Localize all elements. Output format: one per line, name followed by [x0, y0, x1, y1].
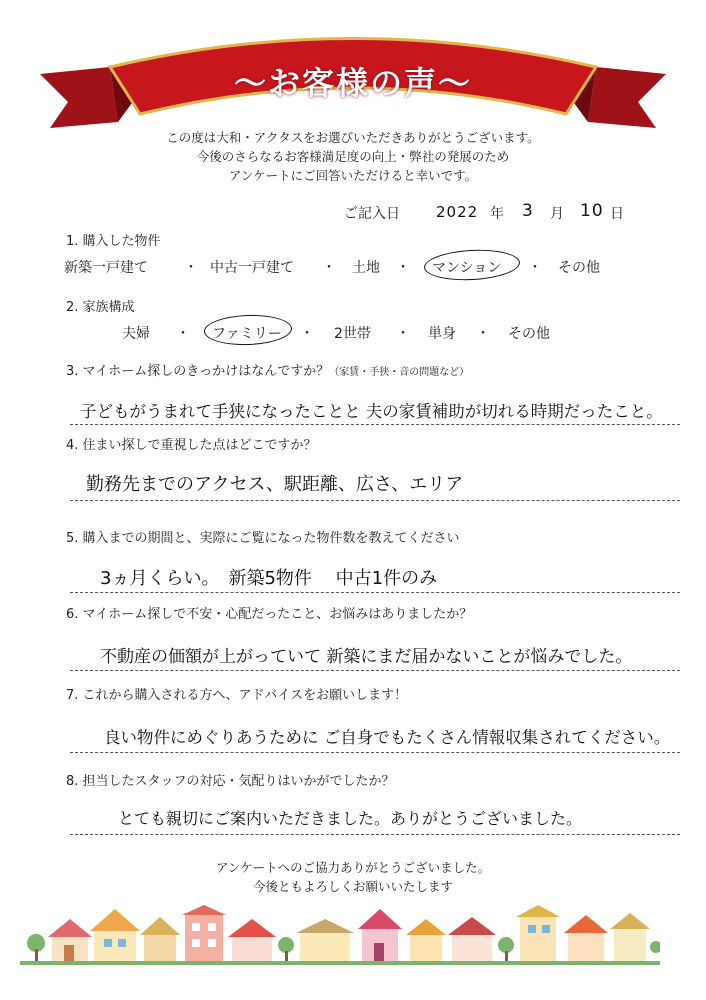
- q7-answer: 良い物件にめぐりあうために ご自身でもたくさん情報収集されてください。: [104, 728, 671, 747]
- q3-label-text: 3. マイホーム探しのきっかけはなんですか？: [66, 364, 330, 379]
- q1-selected-circle: [423, 248, 520, 283]
- q2-option-other: その他: [508, 326, 550, 342]
- date-month: 3: [522, 201, 534, 221]
- date-year: 2022: [436, 203, 479, 221]
- separator: ・: [322, 260, 336, 276]
- separator: ・: [300, 326, 314, 342]
- intro-line-3: アンケートにご回答いただけると幸いです。: [228, 168, 478, 183]
- date-day: 10: [580, 201, 604, 221]
- q7-answer-line: [70, 752, 680, 753]
- q4-label: 4. 住まい探しで重視した点はどこですか？: [66, 438, 317, 453]
- q5-answer: 3ヵ月くらい。 新築5物件 中古1件のみ: [100, 568, 438, 589]
- q3-label-note: （家賃・手狭・音の問題など）: [329, 367, 470, 378]
- date-month-unit: 月: [550, 206, 564, 222]
- q2-option-two-generation: 2世帯: [334, 326, 371, 342]
- separator: ・: [476, 326, 490, 342]
- date-day-unit: 日: [610, 206, 624, 222]
- q2-option-couple: 夫婦: [122, 326, 150, 342]
- q4-answer-line: [70, 500, 680, 501]
- q1-label: 1. 購入した物件: [66, 234, 161, 249]
- date-year-unit: 年: [490, 206, 504, 222]
- q5-label: 5. 購入までの期間と、実際にご覧になった物件数を教えてください: [66, 531, 460, 546]
- q3-answer-line: [70, 424, 680, 425]
- q1-option-used-house: 中古一戸建て: [210, 260, 294, 276]
- separator: ・: [528, 260, 542, 276]
- intro-line-2: 今後のさらなるお客様満足度の向上・弊社の発展のため: [196, 149, 510, 164]
- q2-label: 2. 家族構成: [66, 300, 135, 315]
- q6-answer-line: [70, 670, 680, 671]
- q1-option-other: その他: [558, 260, 600, 276]
- q8-answer: とても親切にご案内いただきました。ありがとうございました。: [118, 809, 583, 828]
- q7-label: 7. これから購入される方へ、アドバイスをお願いします！: [66, 688, 408, 703]
- q1-option-mansion: マンション: [432, 260, 502, 276]
- houses-illustration: [20, 905, 660, 965]
- separator: ・: [396, 326, 410, 342]
- intro-line-1: この度は大和・アクタスをお選びいただきありがとうございます。: [166, 130, 540, 145]
- q2-option-single: 単身: [428, 326, 456, 342]
- q8-answer-line: [70, 834, 680, 835]
- q6-answer: 不動産の価額が上がっていて 新築にまだ届かないことが悩みでした。: [100, 647, 633, 667]
- q1-option-land: 土地: [352, 260, 380, 276]
- q1-option-new-house: 新築一戸建て: [64, 260, 148, 276]
- page-title: ～お客様の声～: [233, 64, 472, 102]
- q3-answer: 子どもがうまれて手狭になったことと 夫の家賃補助が切れる時期だったこと。: [80, 402, 663, 421]
- separator: ・: [176, 326, 190, 342]
- footer-line-2: 今後ともよろしくお願いいたします: [252, 879, 453, 894]
- q4-answer: 勤務先までのアクセス、駅距離、広さ、エリア: [86, 474, 464, 495]
- q8-label: 8. 担当したスタッフの対応・気配りはいかがでしたか？: [66, 774, 395, 789]
- q3-label: [66, 360, 469, 379]
- q6-label: 6. マイホーム探しで不安・心配だったこと、お悩みはありましたか？: [66, 607, 473, 622]
- footer-line-1: アンケートへのご協力ありがとうございました。: [215, 860, 491, 875]
- separator: ・: [184, 260, 198, 276]
- date-label: ご記入日: [344, 206, 400, 222]
- q2-option-family: ファミリー: [212, 326, 282, 342]
- q5-answer-line: [70, 592, 680, 593]
- separator: ・: [396, 260, 410, 276]
